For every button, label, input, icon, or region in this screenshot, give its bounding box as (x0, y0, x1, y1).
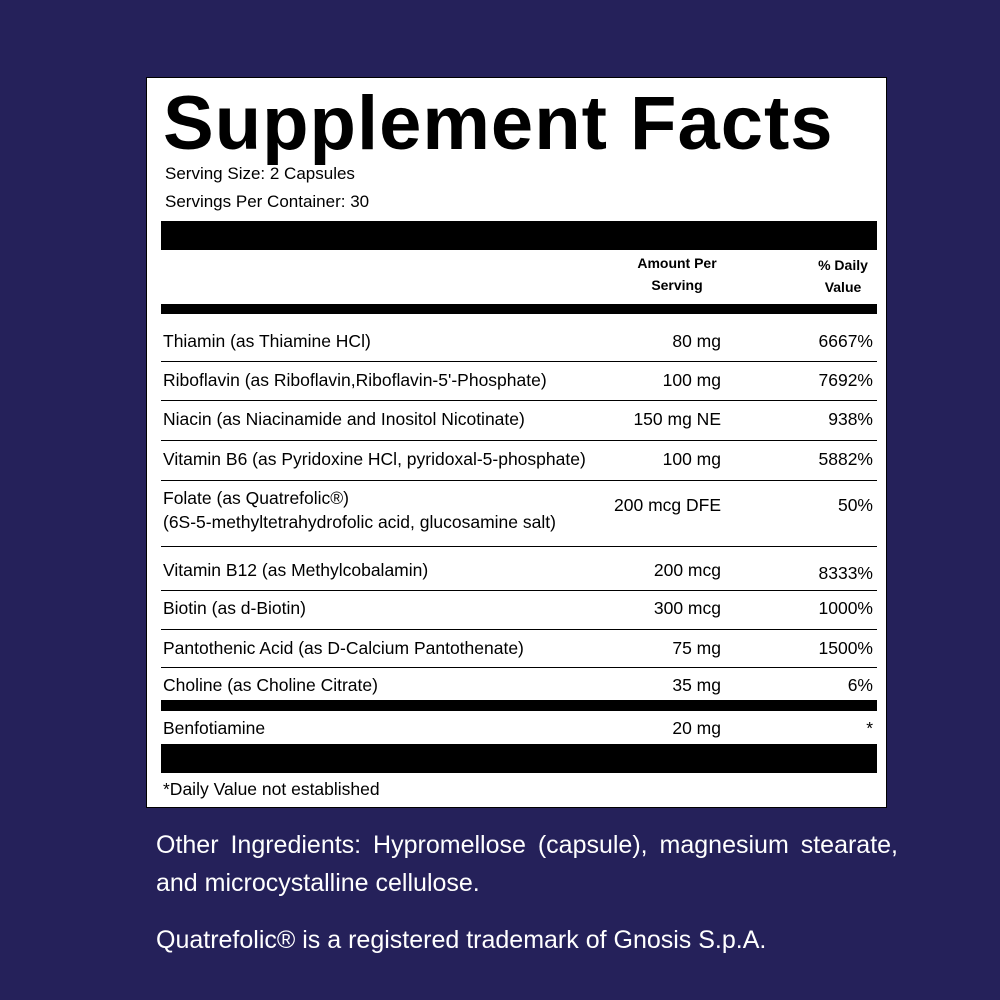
row-divider (161, 667, 877, 668)
nutrient-daily-value: 1000% (818, 598, 873, 618)
dv-header-line1: % Daily (818, 257, 868, 273)
panel-title: Supplement Facts (163, 81, 834, 166)
row-divider (161, 400, 877, 401)
nutrient-name-detail: (6S-5-methyltetrahydrofolic acid, glucosamine salt) (163, 512, 556, 532)
nutrient-name: Choline (as Choline Citrate) (163, 675, 378, 695)
nutrient-daily-value: 7692% (818, 370, 873, 390)
servings-per-container: Servings Per Container: 30 (165, 192, 370, 211)
nutrient-name: Thiamin (as Thiamine HCl) (163, 331, 371, 351)
nutrient-amount: 20 mg (672, 718, 721, 738)
nutrient-name: Biotin (as d-Biotin) (163, 598, 306, 618)
nutrient-name: Benfotiamine (163, 718, 266, 738)
nutrient-daily-value: 6% (847, 675, 873, 695)
row-divider (161, 480, 877, 481)
thick-divider-top (161, 221, 877, 250)
nutrient-amount: 200 mcg DFE (614, 495, 721, 515)
nutrient-daily-value: * (866, 718, 873, 738)
nutrient-name: Pantothenic Acid (as D-Calcium Pantothenate) (163, 638, 524, 658)
serving-size: Serving Size: 2 Capsules (165, 164, 355, 183)
amount-header-line2: Serving (651, 277, 703, 293)
nutrient-amount: 300 mcg (653, 598, 721, 618)
amount-per-serving-header (617, 252, 737, 296)
nutrient-daily-value: 6667% (818, 331, 873, 351)
thick-divider-bottom (161, 744, 877, 773)
nutrient-name: Riboflavin (as Riboflavin,Riboflavin-5'-Phosphate) (163, 370, 547, 390)
nutrient-amount: 100 mg (662, 449, 721, 469)
dv-header-line2: Value (824, 279, 862, 295)
thick-divider-columns (161, 304, 877, 314)
nutrient-name: Folate (as Quatrefolic®) (163, 488, 350, 508)
nutrient-amount: 75 mg (672, 638, 721, 658)
row-divider (161, 440, 877, 441)
daily-value-header (787, 254, 899, 298)
other-ingredients: Other Ingredients: Hypromellose (capsule), magnesium stearate, and microcystalline cellulose. (156, 831, 898, 897)
nutrient-amount: 200 mcg (653, 560, 721, 580)
nutrient-daily-value: 5882% (818, 449, 873, 469)
row-divider (161, 546, 877, 547)
row-divider (161, 361, 877, 362)
thick-divider-middle (161, 700, 877, 711)
nutrient-daily-value: 8333% (818, 563, 873, 583)
daily-value-footnote: *Daily Value not established (163, 779, 380, 799)
nutrient-amount: 80 mg (672, 331, 721, 351)
nutrient-amount: 100 mg (662, 370, 721, 390)
amount-header-line1: Amount Per (637, 255, 717, 271)
nutrient-daily-value: 938% (828, 409, 873, 429)
row-divider (161, 590, 877, 591)
nutrient-amount: 35 mg (672, 675, 721, 695)
nutrient-amount: 150 mg NE (633, 409, 721, 429)
row-divider (161, 629, 877, 630)
nutrient-name: Vitamin B12 (as Methylcobalamin) (163, 560, 429, 580)
trademark-note: Quatrefolic® is a registered trademark of Gnosis S.p.A. (156, 926, 767, 954)
nutrient-daily-value: 50% (837, 495, 873, 515)
nutrient-daily-value: 1500% (818, 638, 873, 658)
nutrient-name: Niacin (as Niacinamide and Inositol Nicotinate) (163, 409, 525, 429)
supplement-facts-panel (146, 77, 887, 808)
nutrient-name: Vitamin B6 (as Pyridoxine HCl, pyridoxal-5-phosphate) (163, 449, 586, 469)
